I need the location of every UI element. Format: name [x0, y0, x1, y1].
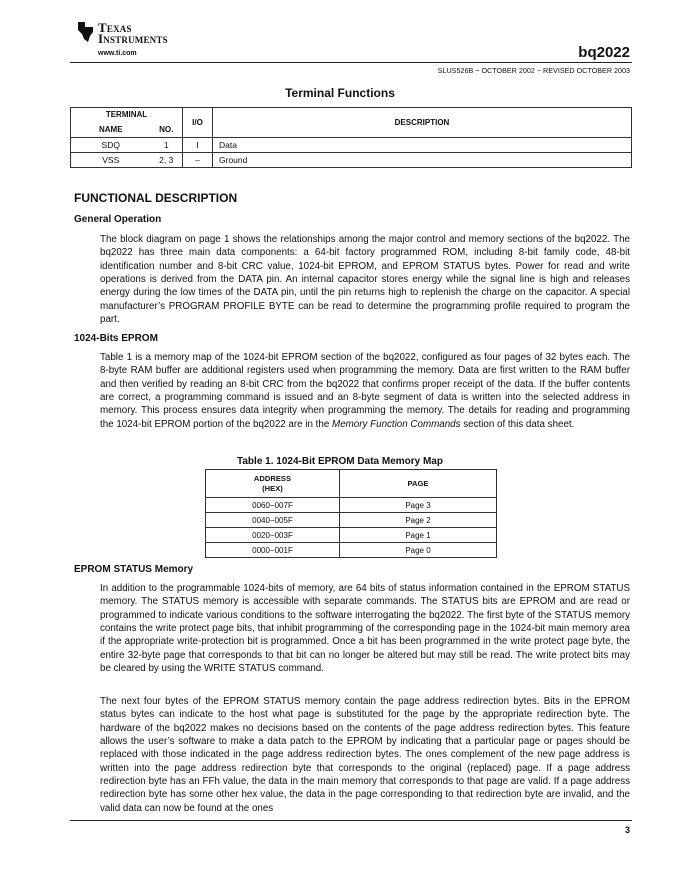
eprom-status-paragraph-1: In addition to the programmable 1024-bits of memory, are 64 bits of status information contained in the EPROM STATUS memory. The STATUS memory is accessible with separate commands. The STATUS bits are EPROM and are read or programmed to indicate various conditions to the software interrogating the bq2022. The first byte of the STATUS memory contains the write protect page bits, that inhibit programming of the corresponding page in the 1024-bit main memory area if the appropriate write-protection bit is programmed. Once a bit has been programmed in the write protect page byte, the entire 32-byte page that corresponds to that bit can no longer be altered but may still be read. The write protect bits may be cleared by using the WRITE STATUS command.: [100, 583, 630, 675]
table-row: [206, 513, 497, 528]
eprom-heading: 1024-Bits EPROM: [74, 333, 158, 344]
general-operation-paragraph: The block diagram on page 1 shows the relationships among the major control and memory sections of the bq2022. The bq2022 has three main data components: a 64-bit factory programmed ROM, including 8-bit family code, 48-bit identification number and 8-bit CRC value, 1024-bit EPROM, and EPROM STATUS bytes. Power for read and write operations is derived from the DATA pin. An internal capacitor stores energy while the signal line is high and releases energy during the low times of the DATA pin, until the pin returns high to replenish the charge on the capacitor. A special manufacturer’s PROGRAM PROFILE BYTE can be read to determine the programming profile required to program the part.: [100, 234, 630, 326]
terminal-io: I: [183, 138, 213, 153]
eprom-paragraph-text: Table 1 is a memory map of the 1024-bit EPROM section of the bq2022, configured as four pages of 32 bytes each. The 8-byte RAM buffer are additional registers used when programming the memory. Data are first written to the RAM buffer and then verified by reading an 8-bit CRC from the bq2022 that confirms proper receipt of the data. If the buffer contents are correct, a programming command is issued and an 8-byte segment of data is written into the selected address in memory. This process ensures data integrity when programming the memory. The details for reading and programming the 1024-bit EPROM portion of the bq2022 are in the: [100, 352, 630, 430]
company-name: [98, 22, 168, 44]
address-header-line2: (HEX): [262, 483, 283, 493]
address-cell: 0040−005F: [206, 513, 340, 528]
io-header: I/O: [183, 108, 213, 138]
address-cell: 0060−007F: [206, 498, 340, 513]
table-row: [71, 138, 632, 153]
texas-state-icon: [76, 20, 96, 46]
table-row: [71, 153, 632, 168]
address-header-line1: ADDRESS: [253, 473, 292, 483]
functional-description-heading: FUNCTIONAL DESCRIPTION: [74, 191, 238, 205]
address-cell: 0020−003F: [206, 528, 340, 543]
memory-function-commands-reference: Memory Function Commands: [332, 418, 461, 430]
footer-divider: [70, 820, 632, 821]
page-cell: Page 2: [340, 513, 497, 528]
terminal-description: Ground: [213, 153, 632, 168]
part-number: bq2022: [578, 44, 630, 61]
company-name-line1: Texas: [98, 20, 132, 35]
terminal-name: VSS: [71, 153, 151, 168]
eprom-paragraph: [100, 351, 630, 431]
eprom-status-paragraph-2: The next four bytes of the EPROM STATUS memory contain the page address redirection bytes. Bits in the EPROM status bytes can indicate to the host what page is substituted for the page by the appropriate redirection byte. The hardware of the bq2022 makes no decisions based on the contents of the page address redirection bytes. This feature allows the user’s software to make a data patch to the EPROM by indicating that a particular page or pages should be replaced with those indicated in the page address redirection bytes. The ones complement of the new page address is written into the page address redirection byte that corresponds to the original (replaced) page. If a page address redirection byte has an FFh value, the data in the main memory that corresponds to that page are valid. If a page address redirection byte has some other hex value, the data in the page corresponding to that redirection byte are invalid, and the valid data can now be found at the ones: [100, 696, 630, 814]
company-url: www.ti.com: [98, 50, 137, 57]
number-header: NO.: [151, 122, 183, 138]
terminal-io: –: [183, 153, 213, 168]
table-row: [206, 498, 497, 513]
company-logo: [76, 20, 196, 64]
terminal-group-header: TERMINAL: [71, 108, 183, 122]
description-header: DESCRIPTION: [213, 108, 632, 138]
name-header: NAME: [71, 122, 151, 138]
memory-map-table: [205, 469, 497, 558]
table-row: [206, 528, 497, 543]
address-cell: 0000−001F: [206, 543, 340, 558]
eprom-status-heading: EPROM STATUS Memory: [74, 564, 194, 575]
table-row: [206, 543, 497, 558]
page-header: PAGE: [340, 470, 497, 498]
terminal-description: Data: [213, 138, 632, 153]
terminal-functions-title: Terminal Functions: [285, 86, 395, 100]
page-cell: Page 1: [340, 528, 497, 543]
address-header: [206, 470, 340, 498]
document-code: SLUS526B − OCTOBER 2002 − REVISED OCTOBER 2003: [437, 66, 630, 75]
terminal-name: SDQ: [71, 138, 151, 153]
page-cell: Page 0: [340, 543, 497, 558]
page-number: 3: [624, 825, 630, 835]
terminal-number: 1: [151, 138, 183, 153]
terminal-functions-table: [70, 107, 632, 168]
page-cell: Page 3: [340, 498, 497, 513]
header-divider: [70, 62, 632, 63]
table1-caption: Table 1. 1024-Bit EPROM Data Memory Map: [237, 456, 443, 467]
terminal-number: 2, 3: [151, 153, 183, 168]
company-name-line2: Instruments: [98, 31, 168, 46]
general-operation-heading: General Operation: [74, 214, 162, 225]
eprom-paragraph-tail: section of this data sheet.: [463, 418, 575, 430]
